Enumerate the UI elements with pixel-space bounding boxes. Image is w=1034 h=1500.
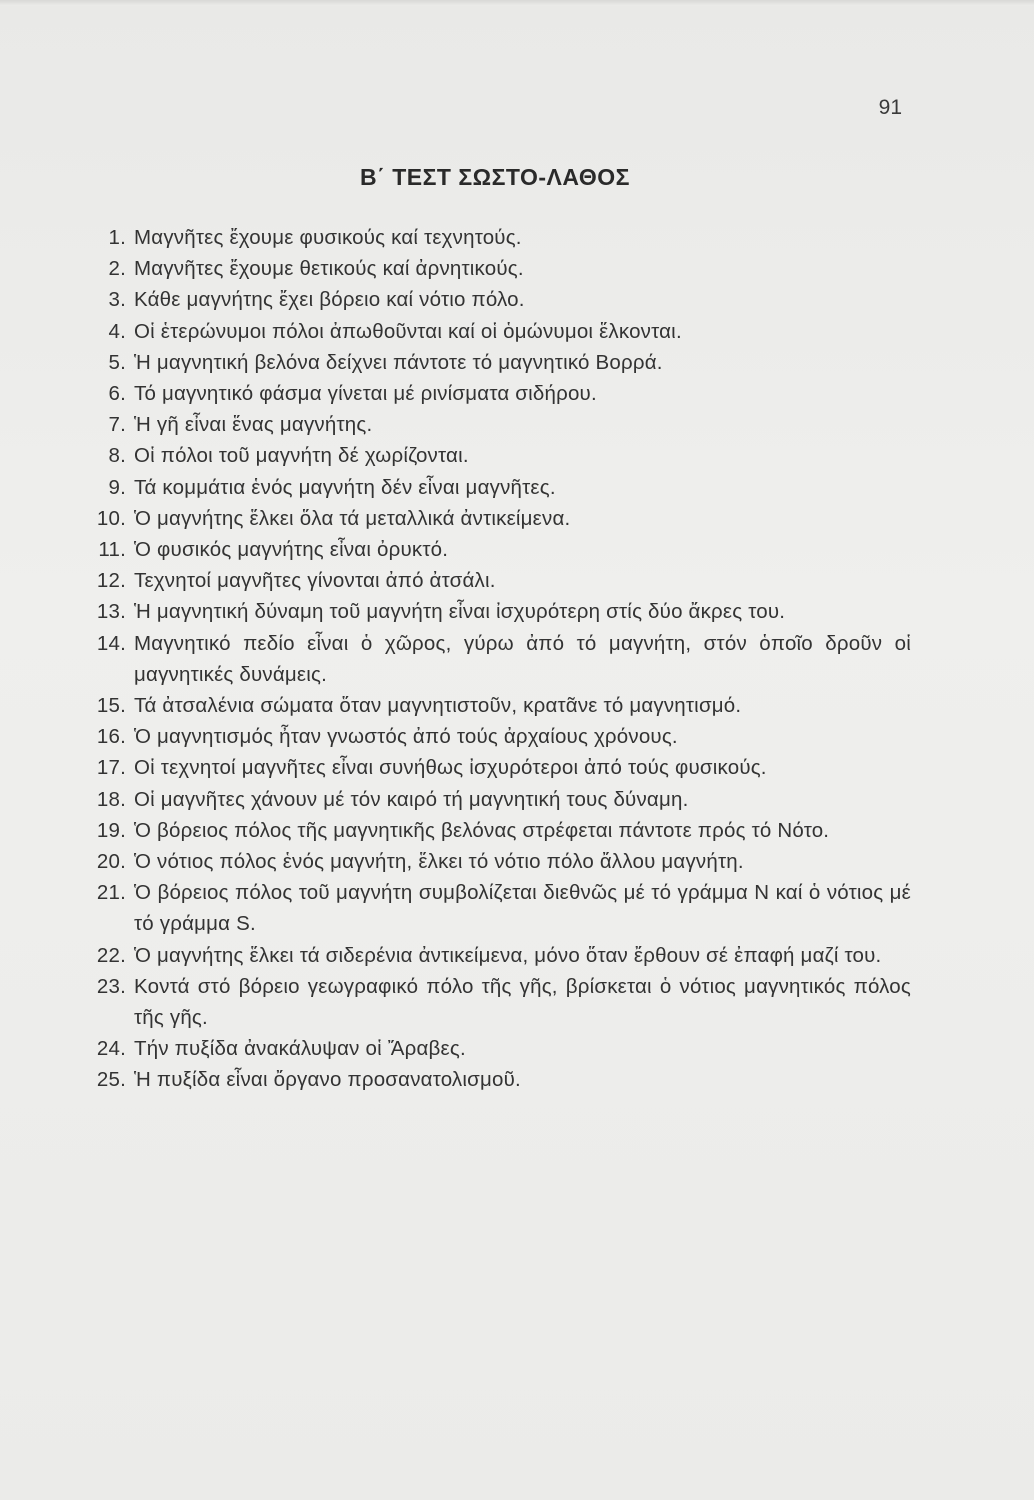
question-text: Ὁ μαγνητισμός ἦταν γνωστός ἀπό τούς ἀρχαίους χρόνους. bbox=[134, 725, 678, 749]
question-item bbox=[76, 846, 911, 877]
question-text: Ἡ πυξίδα εἶναι ὄργανο προσανατολισμοῦ. bbox=[134, 1068, 521, 1092]
question-item bbox=[76, 253, 911, 284]
question-text: Τά ἀτσαλένια σώματα ὅταν μαγνητιστοῦν, κρατᾶνε τό μαγνητισμό. bbox=[134, 694, 742, 718]
question-item bbox=[76, 1064, 911, 1095]
question-number: 24. bbox=[96, 1037, 126, 1061]
question-text: Μαγνητικό πεδίο εἶναι ὁ χῶρος, γύρω ἀπό τό μαγνήτη, στόν ὁποῖο δροῦν οἱ μαγνητικές δυνάμεις. bbox=[134, 631, 911, 686]
question-item bbox=[76, 721, 911, 752]
question-text: Ἡ μαγνητική βελόνα δείχνει πάντοτε τό μαγνητικό Βορρά. bbox=[134, 350, 663, 374]
question-item bbox=[76, 534, 911, 565]
question-item bbox=[76, 378, 911, 409]
question-number: 20. bbox=[96, 850, 126, 874]
question-item bbox=[76, 815, 911, 846]
question-item bbox=[76, 472, 911, 503]
question-text: Οἱ μαγνῆτες χάνουν μέ τόν καιρό τή μαγνητική τους δύναμη. bbox=[134, 787, 689, 811]
question-number: 22. bbox=[96, 943, 126, 967]
question-number: 2. bbox=[108, 257, 126, 281]
question-number: 8. bbox=[108, 444, 126, 468]
question-text: Ἡ μαγνητική δύναμη τοῦ μαγνήτη εἶναι ἰσχυρότερη στίς δύο ἄκρες του. bbox=[134, 600, 786, 624]
question-text: Τεχνητοί μαγνῆτες γίνονται ἀπό ἀτσάλι. bbox=[134, 569, 496, 593]
question-text: Οἱ πόλοι τοῦ μαγνήτη δέ χωρίζονται. bbox=[134, 444, 469, 468]
question-text: Οἱ τεχνητοί μαγνῆτες εἶναι συνήθως ἰσχυρότεροι ἀπό τούς φυσικούς. bbox=[134, 756, 767, 780]
question-item bbox=[76, 784, 911, 815]
question-number: 25. bbox=[96, 1068, 126, 1092]
question-text: Ὁ βόρειος πόλος τοῦ μαγνήτη συμβολίζεται διεθνῶς μέ τό γράμμα N καί ὁ νότιος μέ τό γράμμα S. bbox=[134, 881, 911, 936]
question-text: Ὁ φυσικός μαγνήτης εἶναι ὀρυκτό. bbox=[134, 538, 449, 562]
question-text: Τά κομμάτια ἑνός μαγνήτη δέν εἶναι μαγνῆτες. bbox=[134, 475, 556, 499]
question-text: Ὁ βόρειος πόλος τῆς μαγνητικῆς βελόνας στρέφεται πάντοτε πρός τό Νότο. bbox=[134, 818, 830, 842]
question-item bbox=[76, 503, 911, 534]
question-text: Ὁ μαγνήτης ἕλκει ὅλα τά μεταλλικά ἀντικείμενα. bbox=[134, 506, 571, 530]
question-text: Ἡ γῆ εἶναι ἕνας μαγνήτης. bbox=[134, 413, 373, 437]
question-item bbox=[76, 440, 911, 471]
question-number: 19. bbox=[96, 818, 126, 842]
question-text: Μαγνῆτες ἔχουμε θετικούς καί ἀρνητικούς. bbox=[134, 257, 524, 281]
question-number: 18. bbox=[96, 787, 126, 811]
question-number: 7. bbox=[108, 413, 126, 437]
question-number: 12. bbox=[96, 569, 126, 593]
question-item bbox=[76, 628, 911, 690]
question-number: 6. bbox=[108, 382, 126, 406]
question-number: 21. bbox=[96, 881, 126, 905]
question-item bbox=[76, 690, 911, 721]
question-item bbox=[76, 940, 911, 971]
page-number: 91 bbox=[878, 96, 902, 119]
question-number: 9. bbox=[108, 475, 126, 499]
question-item bbox=[76, 284, 911, 315]
question-item bbox=[76, 752, 911, 783]
true-false-question-list bbox=[76, 222, 911, 1096]
question-number: 11. bbox=[98, 538, 126, 562]
question-item bbox=[76, 971, 911, 1033]
question-text: Οἱ ἑτερώνυμοι πόλοι ἀπωθοῦνται καί οἱ ὁμώνυμοι ἕλκονται. bbox=[134, 319, 682, 343]
question-item bbox=[76, 316, 911, 347]
question-text: Ὁ μαγνήτης ἕλκει τά σιδερένια ἀντικείμενα, μόνο ὅταν ἔρθουν σέ ἐπαφή μαζί του. bbox=[134, 943, 882, 967]
question-text: Τό μαγνητικό φάσμα γίνεται μέ ρινίσματα σιδήρου. bbox=[134, 382, 597, 406]
question-number: 17. bbox=[96, 756, 126, 780]
question-item bbox=[76, 877, 911, 939]
question-number: 5. bbox=[108, 350, 126, 374]
question-item bbox=[76, 347, 911, 378]
page-top-edge bbox=[0, 0, 1034, 6]
question-item bbox=[76, 222, 911, 253]
question-item bbox=[76, 409, 911, 440]
question-number: 23. bbox=[96, 974, 126, 998]
question-number: 10. bbox=[96, 506, 126, 530]
question-number: 13. bbox=[96, 600, 126, 624]
question-item bbox=[76, 596, 911, 627]
question-text: Κοντά στό βόρειο γεωγραφικό πόλο τῆς γῆς, βρίσκεται ὁ νότιος μαγνητικός πόλος τῆς γῆς. bbox=[134, 974, 911, 1030]
question-item bbox=[76, 565, 911, 596]
question-number: 16. bbox=[96, 725, 126, 749]
question-number: 4. bbox=[108, 319, 126, 343]
question-text: Τήν πυξίδα ἀνακάλυψαν οἱ Ἄραβες. bbox=[134, 1037, 466, 1061]
question-item bbox=[76, 1033, 911, 1064]
question-number: 14. bbox=[96, 631, 126, 655]
question-text: Μαγνῆτες ἔχουμε φυσικούς καί τεχνητούς. bbox=[134, 226, 522, 249]
question-number: 3. bbox=[108, 288, 126, 312]
question-number: 1. bbox=[108, 226, 126, 249]
question-text: Κάθε μαγνήτης ἔχει βόρειο καί νότιο πόλο. bbox=[134, 288, 525, 312]
question-text: Ὁ νότιος πόλος ἑνός μαγνήτη, ἕλκει τό νότιο πόλο ἄλλου μαγνήτη. bbox=[134, 850, 744, 874]
page-title: Β΄ ΤΕΣΤ ΣΩΣΤΟ-ΛΑΘΟΣ bbox=[360, 164, 630, 190]
question-number: 15. bbox=[96, 694, 126, 718]
